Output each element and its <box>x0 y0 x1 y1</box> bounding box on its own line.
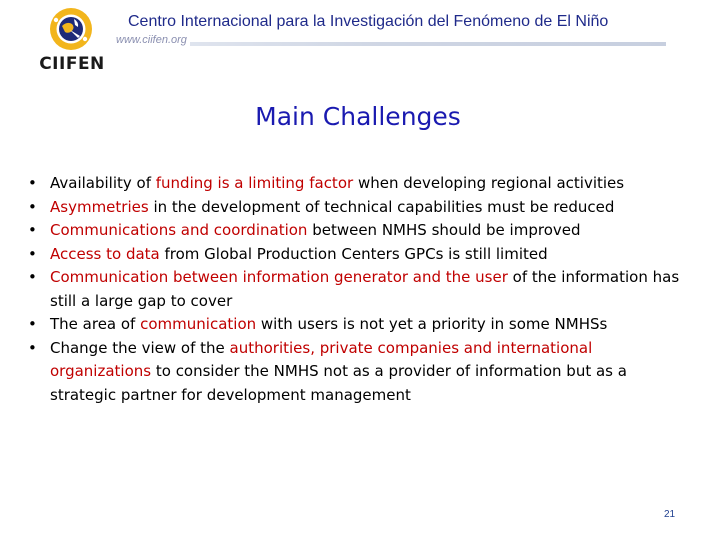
bullet-marker: • <box>28 174 37 192</box>
bullet-text: with users is not yet a priority in some NMHSs <box>256 315 608 333</box>
highlighted-text: Access to data <box>50 244 160 263</box>
bullet-marker: • <box>28 338 37 357</box>
highlighted-text: authorities, private companies and international organizations <box>50 338 593 380</box>
bullet-item <box>28 313 688 337</box>
organization-name: Centro Internacional para la Investigación del Fenómeno de El Niño <box>128 13 609 30</box>
bullet-text: from Global Production Centers GPCs is still limited <box>159 244 548 263</box>
bullet-text: when developing regional activities <box>353 174 625 192</box>
bullet-item <box>28 172 688 196</box>
header-divider <box>190 42 666 46</box>
highlighted-text: Asymmetries <box>50 197 149 216</box>
bullet-marker: • <box>28 221 37 239</box>
highlighted-text: communication <box>140 315 257 333</box>
bullet-marker: • <box>28 244 37 263</box>
logo-wordmark: CIIFEN <box>39 54 105 74</box>
bullet-text: Availability of <box>50 174 156 192</box>
organization-website[interactable]: www.ciifen.org <box>116 34 187 46</box>
highlighted-text: Communication between information generator and the user <box>50 268 508 286</box>
bullet-marker: • <box>28 197 37 216</box>
challenges-list <box>28 172 688 407</box>
bullet-text: Change the view of the <box>50 338 230 357</box>
bullet-text: between NMHS should be improved <box>307 221 581 239</box>
bullet-marker: • <box>28 268 37 286</box>
bullet-item <box>28 337 688 408</box>
bullet-text: to consider the NMHS not as a provider of information but as a strategic partner for development management <box>50 362 627 404</box>
ciifen-globe-icon <box>48 6 94 52</box>
page-number: 21 <box>664 509 676 520</box>
slide-title: Main Challenges <box>255 102 461 131</box>
bullet-item <box>28 243 688 267</box>
bullet-text: of the information has still a large gap to cover <box>50 268 680 310</box>
bullet-text: in the development of technical capabilities must be reduced <box>148 197 615 216</box>
ciifen-logo <box>36 6 108 76</box>
bullet-item <box>28 196 688 220</box>
bullet-text: The area of <box>50 315 141 333</box>
bullet-item <box>28 266 688 313</box>
bullet-item <box>28 219 688 243</box>
bullet-marker: • <box>28 315 37 333</box>
highlighted-text: funding is a limiting factor <box>155 174 354 192</box>
highlighted-text: Communications and coordination <box>50 221 308 239</box>
